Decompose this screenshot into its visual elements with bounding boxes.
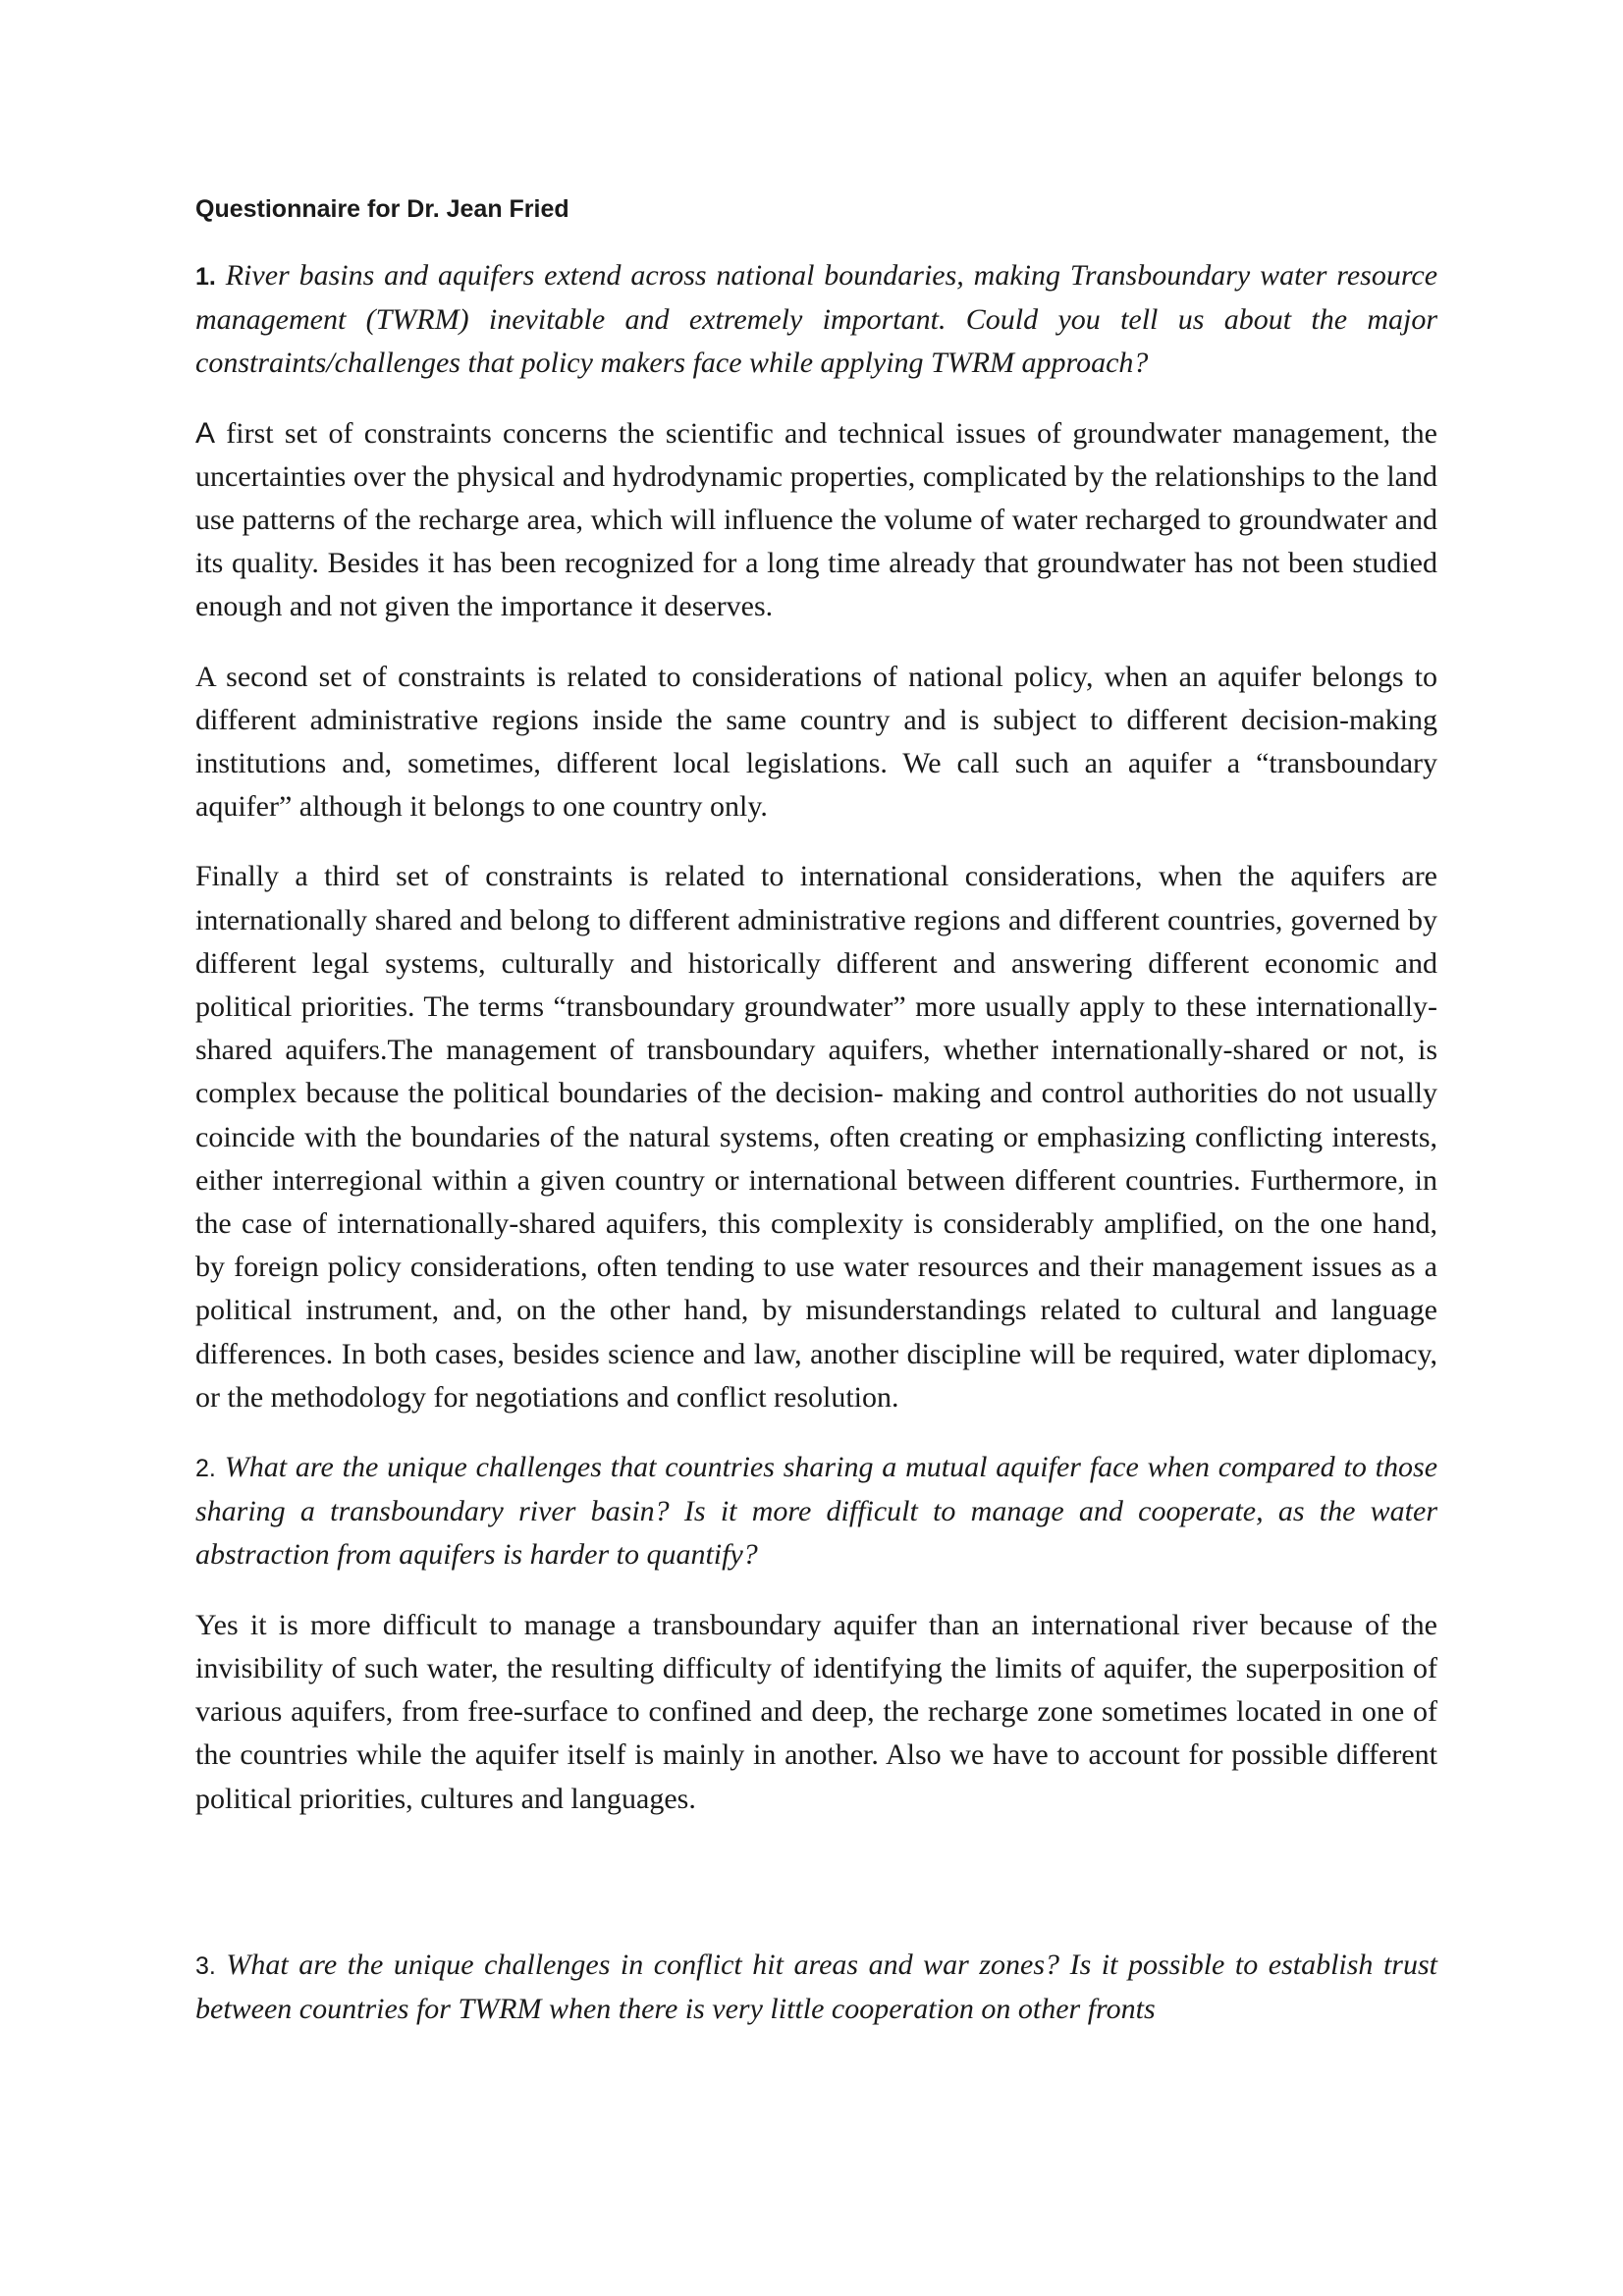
question-number: 3.: [195, 1951, 216, 1980]
question-text: What are the unique challenges that countries sharing a mutual aquifer face when compared to those sharing a transboundary river basin? Is it more difficult to manage and cooperate, as the water abstraction from aquifers is harder to quantify?: [195, 1451, 1438, 1572]
answer-2-paragraph-1: Yes it is more difficult to manage a transboundary aquifer than an international river because of the invisibility of such water, the resulting difficulty of identifying the limits of aquifer, the superposition of various aquifers, from free-surface to confined and deep, the recharge zone sometimes located in one of the countries while the aquifer itself is mainly in another. Also we have to account for possible different political priorities, cultures and languages.: [195, 1608, 1437, 1815]
question-1: [195, 254, 1437, 386]
answer-1-paragraph-1: [195, 412, 1437, 629]
document-title: Questionnaire for Dr. Jean Fried: [195, 195, 569, 223]
question-text: What are the unique challenges in conflict hit areas and war zones? Is it possible to establish trust between countries for TWRM when there is very little cooperation on other fronts: [195, 1948, 1437, 2025]
document-page: [195, 191, 1437, 2057]
answer-lead-letter: A: [195, 416, 216, 450]
question-number: 2.: [195, 1455, 216, 1483]
answer-text: first set of constraints concerns the scientific and technical issues of groundwater management, the uncertainties over the physical and hydrodynamic properties, complicated by the relationships to the land use patterns of the recharge area, which will influence the volume of water recharged to groundwater and its quality. Besides it has been recognized for a long time already that groundwater has not been studied enough and not given the importance it deserves.: [195, 416, 1437, 623]
answer-1-paragraph-3: Finally a third set of constraints is related to international considerations, when the aquifers are internationally shared and belong to different administrative regions and different countries, governed by different legal systems, culturally and historically different and answering different economic and political priorities. The terms “transboundary groundwater” more usually apply to these internationally-shared aquifers.The management of transboundary aquifers, whether internationally-shared or not, is complex because the political boundaries of the decision- making and control authorities do not usually coincide with the boundaries of the natural systems, often creating or emphasizing conflicting interests, either interregional within a given country or international between different countries. Furthermore, in the case of internationally-shared aquifers, this complexity is considerably amplified, on the one hand, by foreign policy considerations, often tending to use water resources and their management issues as a political instrument, and, on the other hand, by misunderstandings related to cultural and language differences. In both cases, besides science and law, another discipline will be required, water diplomacy, or the methodology for negotiations and conflict resolution.: [195, 860, 1437, 1414]
blank-spacer: [195, 1847, 1437, 1944]
question-3: [195, 1944, 1437, 2031]
question-2: [195, 1446, 1437, 1577]
question-number: 1.: [195, 263, 216, 291]
question-text: River basins and aquifers extend across national boundaries, making Transboundary water resource management (TWRM) inevitable and extremely important. Could you tell us about the major constraints/challenges that policy makers face while applying TWRM approach?: [195, 259, 1438, 380]
answer-1-paragraph-2: A second set of constraints is related to considerations of national policy, when an aquifer belongs to different administrative regions inside the same country and is subject to different decision-making institutions and, sometimes, different local legislations. We call such an aquifer a “transboundary aquifer” although it belongs to one country only.: [195, 660, 1437, 824]
